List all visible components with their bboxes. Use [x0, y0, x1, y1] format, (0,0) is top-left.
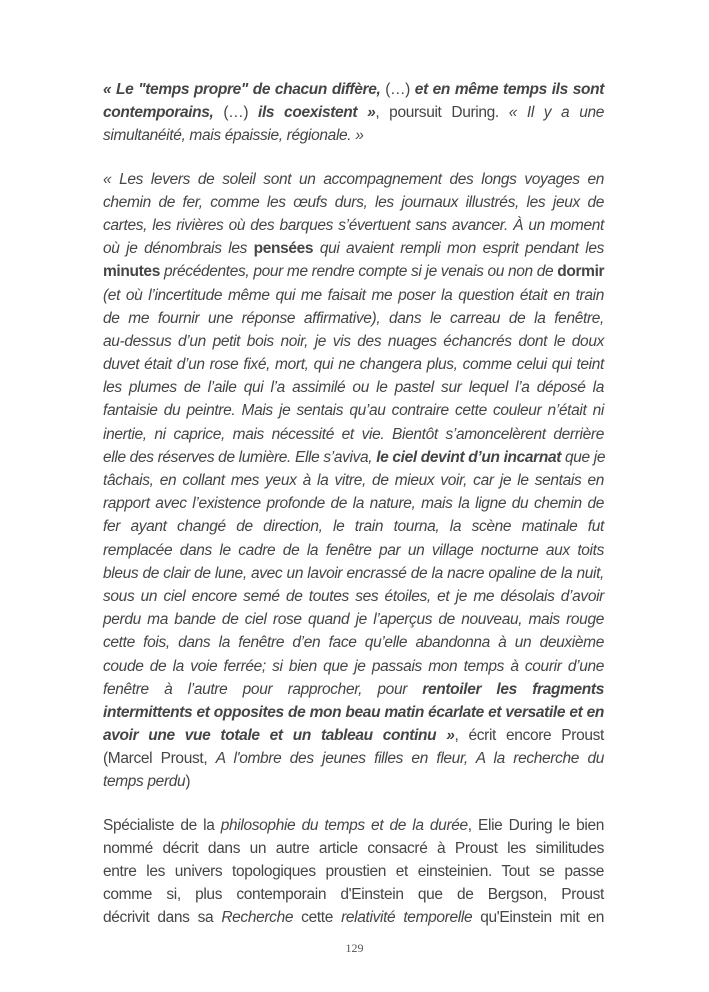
text-line [103, 837, 604, 860]
text-segment: ) [185, 773, 191, 791]
text-segment: tâchais, en collant mes yeux à la vitre, de mieux voir, car je le sentais en [103, 472, 604, 489]
text-line [103, 492, 604, 515]
text-line [103, 376, 604, 399]
text-segment: « Il y a une [508, 104, 605, 122]
page-number: 129 [345, 941, 364, 955]
text-segment: (et où l’incertitude même qui me faisait me poser la question était en train [103, 286, 604, 304]
text-line [103, 724, 604, 747]
text-segment: A l'ombre des jeunes filles en fleur, A la recherche du [215, 750, 604, 768]
text-segment: que je [561, 448, 606, 466]
text-segment: relativité temporelle [341, 909, 473, 927]
paragraph [103, 168, 604, 794]
text-segment: les plumes de l’aile qui l’a assimilé ou le pastel sur lequel l’a déposé la [103, 379, 604, 397]
text-segment: fenêtre à l’autre pour rapprocher, pour [103, 680, 423, 698]
text-segment: cette fois, dans la fenêtre d’en face qu’elle abandonna à un deuxième [103, 634, 604, 652]
text-segment: de me fournir une réponse affirmative), dans le carreau de la fenêtre, [103, 309, 604, 327]
paragraph [103, 814, 604, 930]
text-segment: minutes [103, 263, 160, 281]
text-segment: et en même temps ils sont [414, 81, 605, 98]
text-line [103, 237, 604, 260]
text-line [103, 655, 604, 678]
text-segment: qu'Einstein mit en [472, 909, 604, 927]
text-segment: rapport avec l’existence profonde de la nature, mais la ligne du chemin de [103, 495, 604, 513]
text-segment: entre les univers topologiques proustien et einsteinien. Tout se passe [103, 863, 604, 880]
text-line [103, 78, 604, 101]
text-segment: duvet était d’un rose fixé, mort, qui ne changera plus, comme celui qui teint [103, 356, 604, 374]
text-segment: coude de la voie ferrée; si bien que je passais mon temps à courir d’une [103, 657, 604, 675]
text-line [103, 399, 604, 422]
text-line [103, 814, 604, 837]
text-segment: fantaisie du peintre. Mais je sentais qu’au contraire cette couleur n’était ni [103, 402, 604, 420]
text-segment: le ciel devint d’un incarnat [376, 448, 562, 466]
text-line [103, 191, 604, 214]
text-segment: , poursuit During. [375, 104, 509, 122]
text-segment: simultanéité, mais épaissie, régionale. » [103, 127, 364, 145]
text-line [103, 678, 604, 701]
text-line [103, 101, 604, 124]
text-line [103, 883, 604, 906]
text-line [103, 747, 604, 770]
text-segment: rentoiler les fragments [422, 680, 604, 698]
text-segment: remplacée dans le cadre de la fenêtre par un village nocturne aux toits [103, 541, 604, 559]
text-segment: précédentes, pour me rendre compte si je venais ou non de [159, 263, 558, 281]
text-segment: décrivit dans sa [103, 909, 222, 927]
text-segment: avoir une vue totale et un tableau continu » [103, 727, 455, 745]
paragraph [103, 78, 604, 148]
text-line [103, 446, 604, 469]
text-line [103, 562, 604, 585]
text-segment: cette [293, 909, 342, 927]
text-segment: fer ayant changé de direction, le train tourna, la scène matinale fut [103, 518, 604, 536]
text-segment: (…) [380, 81, 415, 98]
text-line [103, 353, 604, 376]
text-segment: , écrit encore Proust [454, 727, 604, 745]
text-segment: inertie, ni caprice, mais nécessité et vie. Bientôt s’amoncelèrent derrière [103, 425, 604, 443]
text-line [103, 515, 604, 538]
text-line [103, 284, 604, 307]
text-line [103, 701, 604, 724]
text-line [103, 539, 604, 562]
text-line [103, 906, 604, 929]
text-segment: au-dessus d’un petit bois noir, je vis des nuages échancrés dont le doux [103, 332, 604, 350]
text-line [103, 307, 604, 330]
text-segment: elle des réserves de lumière. Elle s’aviva, [103, 448, 377, 466]
text-line [103, 770, 604, 793]
text-line [103, 631, 604, 654]
text-segment: cartes, les rivières où des barques s’évertuent sans avancer. À un moment [103, 216, 604, 234]
text-segment: « Le "temps propre" de chacun diffère, [103, 81, 381, 98]
text-segment: , Elie During le bien [467, 816, 604, 834]
text-segment: philosophie du temps et de la durée [220, 816, 468, 834]
text-segment: Spécialiste de la [103, 816, 221, 834]
text-segment: (…) [213, 104, 259, 122]
text-line [103, 860, 604, 883]
text-segment: dormir [557, 263, 605, 281]
text-segment: « Les levers de soleil sont un accompagnement des longs voyages en [103, 170, 604, 188]
text-segment: chemin de fer, comme les œufs durs, les journaux illustrés, les jeux de [103, 193, 604, 211]
text-segment: sous un ciel encore semé de toutes ses étoiles, et je me désolais d’avoir [103, 587, 604, 605]
text-line [103, 585, 604, 608]
text-segment: pensées [253, 240, 314, 258]
text-line [103, 214, 604, 237]
text-segment: Recherche [221, 909, 294, 927]
text-segment: contemporains, [103, 104, 214, 122]
text-line [103, 330, 604, 353]
text-segment: perdu ma bande de ciel rose quand je l’aperçus de nouveau, mais rouge [103, 611, 604, 629]
document-page [103, 78, 604, 950]
text-segment: ils coexistent » [258, 104, 376, 122]
text-line [103, 469, 604, 492]
text-segment: temps perdu [103, 773, 186, 791]
text-line [103, 423, 604, 446]
text-segment: qui avaient rempli mon esprit pendant les [313, 240, 604, 258]
text-line [103, 608, 604, 631]
text-line [103, 260, 604, 283]
text-segment: (Marcel Proust, [103, 750, 216, 768]
text-segment: nommé décrit dans un autre article consacré à Proust les similitudes [103, 839, 604, 857]
text-line [103, 168, 604, 191]
text-segment: où je dénombrais les [103, 240, 254, 258]
text-segment: intermittents et opposites de mon beau matin écarlate et versatile et en [103, 703, 604, 721]
text-segment: bleus de clair de lune, avec un lavoir encrassé de la nacre opaline de la nuit, [103, 564, 604, 582]
text-line [103, 124, 604, 147]
text-segment: comme si, plus contemporain d'Einstein que de Bergson, Proust [103, 886, 604, 904]
